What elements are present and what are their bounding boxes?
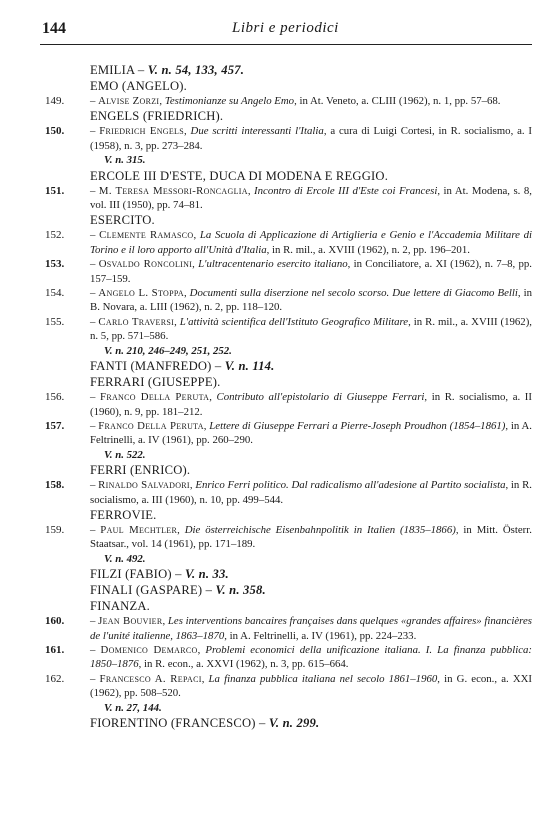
subject-name: ESERCITO. [90,213,155,228]
cross-ref-dash: – [202,583,216,598]
dash-prefix: – [90,125,100,138]
cross-reference: V. n. 210, 246–249, 251, 252. [104,344,232,357]
entry-source: , in A. Feltrinelli, a. IV (1961), pp. 260–290. [90,419,532,447]
entry-number: 152. [45,229,65,242]
dash-prefix: – [90,315,99,328]
dash-prefix: – [90,258,99,271]
bibliography-entry [0,523,550,552]
dash-prefix: – [90,287,99,300]
entry-number: 158. [45,479,65,492]
header-rule [40,44,532,45]
dash-prefix: – [90,615,99,628]
bibliography-entry [0,228,550,257]
bibliography-entry [0,614,550,643]
subject-heading [0,168,550,184]
entry-number: 157. [45,419,65,432]
see-also-line [0,448,550,462]
subject-heading [0,62,550,78]
entry-number: 151. [45,184,65,197]
cross-ref-dash: – [134,63,148,77]
entry-body: – Paul Mechtler, Die österreichische Eisenbahnpolitik in Italien (1835–1866), in Mitt. Österr. Staatsar., vol. 14 (1961), pp. 171–189. [90,523,532,551]
entry-number: 150. [45,125,65,138]
entry-author: Alvise Zorzi [98,95,160,107]
bibliography-entry [0,672,550,701]
subject-heading [0,566,550,582]
entry-source: , in At. Modena, s. 8, vol. III (1950), pp. 74–81. [90,184,532,212]
entry-author: Jean Bouvier [98,615,163,628]
entry-source: , in At. Veneto, a. CLIII (1962), n. 1, pp. 57–68. [294,95,501,107]
bibliography-list [0,62,550,731]
entry-body: – Franco Della Peruta, Contributo all'epistolario di Giuseppe Ferrari, in R. socialismo, a. II (1960), n. 9, pp. 181–212. [90,391,532,418]
subject-name: EMILIA [90,63,135,77]
entry-source: , in R. mil., a. XVIII (1962), n. 2, pp. 196–201. [266,243,470,256]
bibliography-entry [0,315,550,344]
entry-author: Paul Mechtler [100,523,178,536]
entry-author: Osvaldo Roncolini [98,258,193,271]
dash-prefix: – [90,672,100,685]
entry-source: , in R. socialismo, a. II (1960), n. 9, pp. 181–212. [90,391,532,418]
entry-author: M. Teresa Messori-Roncaglia [98,184,248,197]
entry-source: , in R. econ., a. XXVI (1962), n. 3, pp. 615–664. [138,658,349,671]
entry-author: Domenico Demarco [100,643,198,656]
entry-number: 162. [45,672,65,685]
dash-prefix: – [90,95,99,107]
bibliography-entry [0,419,550,448]
entry-source: , in R. socialismo, a. III (1960), n. 10, pp. 499–544. [90,479,532,506]
entry-body: – Angelo L. Stoppa, Documenti sulla diserzione nel secolo scorso. Due lettere di Giacomo Belli, in B. Novara, a. LIII (1962), n. 2, pp. 118–120. [90,287,532,314]
dash-prefix: – [90,523,101,536]
entry-body: – Rinaldo Salvadori, Enrico Ferri politico. Dal radicalismo all'adesione al Partito socialista, in R. socialismo, a. III (1960), n. 10, pp. 499–544. [90,479,532,506]
subject-name: EMO (ANGELO). [90,79,188,93]
dash-prefix: – [90,643,101,656]
bibliography-entry [0,184,550,213]
entry-author: Clemente Ramasco [99,229,194,242]
bibliography-entry [0,286,550,315]
cross-reference: V. n. 522. [104,448,146,461]
entry-number: 153. [45,258,65,271]
entry-author: Carlo Traversi [98,315,175,328]
entry-title: Lettere di Giuseppe Ferrari a Pierre-Joseph Proudhon (1854–1861) [209,419,506,432]
cross-reference: V. n. 33. [184,567,229,582]
running-title: Libri e periodici [232,20,339,36]
see-also-line [0,153,550,167]
subject-name: FILZI (FABIO) [90,567,172,582]
subject-heading [0,582,550,598]
dash-prefix: – [90,184,99,197]
subject-heading [0,212,550,228]
see-also-line [0,701,550,715]
entry-author: Franco Della Peruta [100,391,210,404]
entry-body: – Friedrich Engels, Due scritti interessanti l'Italia, a cura di Luigi Cortesi, in R. socialismo, a. I (1958), n. 3, pp. 273–284. [90,125,532,152]
dash-prefix: – [90,229,100,242]
bibliography-entry [0,257,550,286]
entry-number: 156. [45,391,65,404]
subject-name: FINALI (GASPARE) [90,583,203,598]
entry-body: – Osvaldo Roncolini, L'ultracentenario esercito italiano, in Conciliatore, a. XI (1962), n. 7–8, pp. 157–159. [90,258,532,285]
subject-name: FERROVIE. [90,507,157,522]
entry-source: , in A. Feltrinelli, a. IV (1961), pp. 224–233. [224,629,417,642]
bibliography-entry [0,643,550,672]
cross-reference: V. n. 27, 144. [104,701,162,714]
subject-heading [0,507,550,523]
see-also-line [0,344,550,358]
entry-body: – Carlo Traversi, L'attività scientifica dell'Istituto Geografico Militare, in R. mil., a. XVIII (1962), n. 5, pp. 571–586. [90,315,532,343]
entry-source: , in Mitt. Österr. Staatsar., vol. 14 (1961), pp. 171–189. [90,523,532,551]
entry-body: – Franco Della Peruta, Lettere di Giuseppe Ferrari a Pierre-Joseph Proudhon (1854–1861), in A. Feltrinelli, a. IV (1961), pp. 260–290. [90,419,532,447]
entry-title: L'ultracentenario esercito italiano [198,258,348,271]
subject-heading [0,715,550,731]
cross-reference: V. n. 358. [215,583,266,598]
subject-heading [0,462,550,478]
entry-author: Franco Della Peruta [98,419,204,432]
cross-reference: V. n. 299. [268,716,320,730]
entry-source: , in B. Novara, a. LIII (1962), n. 2, pp. 118–120. [90,287,532,314]
entry-title: La finanza pubblica italiana nel secolo 1861–1960 [208,672,438,685]
entry-title: Due scritti interessanti l'Italia [190,125,324,138]
subject-name: FINANZA. [90,599,151,614]
entry-source: , a cura di Luigi Cortesi, in R. socialismo, a. I (1958), n. 3, pp. 273–284. [90,125,532,152]
cross-ref-dash: – [171,567,185,582]
entry-body: – Jean Bouvier, Les interventions bancaires françaises dans quelques «grandes affaires» financières de l'unité italienne, 1863–1870, in A. Feltrinelli, a. IV (1961), pp. 224–233. [90,615,532,642]
dash-prefix: – [90,419,99,432]
entry-number: 161. [45,643,65,656]
subject-name: FERRI (ENRICO). [90,463,191,478]
entry-number: 160. [45,615,65,628]
entry-title: Enrico Ferri politico. Dal radicalismo all'adesione al Partito socialista [195,479,506,492]
bibliography-entry [0,94,550,108]
entry-author: Angelo L. Stoppa [98,287,184,300]
bibliography-entry [0,478,550,507]
entry-body: – M. Teresa Messori-Roncaglia, Incontro di Ercole III d'Este coi Francesi, in At. Modena, s. 8, vol. III (1950), pp. 74–81. [90,184,532,212]
dash-prefix: – [90,479,99,492]
entry-body: – Francesco A. Repaci, La finanza pubblica italiana nel secolo 1861–1960, in G. econ., a. XXI (1962), pp. 508–520. [90,672,533,700]
subject-heading [0,108,550,124]
entry-title: Die österreichische Eisenbahnpolitik in Italien (1835–1866) [184,523,456,536]
subject-heading [0,374,550,390]
subject-name: ERCOLE III D'ESTE, DUCA DI MODENA E REGGIO. [90,168,389,183]
cross-ref-dash: – [211,359,225,374]
subject-name: FIORENTINO (FRANCESCO) [90,716,256,730]
subject-heading [0,598,550,614]
bibliography-entry [0,124,550,153]
entry-number: 149. [45,95,65,107]
dash-prefix: – [90,391,101,404]
entry-title: L'attività scientifica dell'Istituto Geografico Militare [179,315,409,328]
cross-reference: V. n. 54, 133, 457. [147,63,245,77]
entry-number: 159. [45,523,65,536]
entry-source: , in G. econ., a. XXI (1962), pp. 508–520. [90,672,533,700]
cross-reference: V. n. 114. [224,359,275,374]
entry-title: Incontro di Ercole III d'Este coi Francesi [254,184,438,197]
bibliography-entry [0,390,550,419]
entry-title: Testimonianze su Angelo Emo [164,95,295,107]
entry-source: , in R. mil., a. XVIII (1962), n. 5, pp. 571–586. [90,315,532,343]
subject-heading [0,358,550,374]
entry-body: – Domenico Demarco, Problemi economici della unificazione italiana. I. La finanza pubblica: 1850–1876, in R. econ., a. XXVI (1962), n. 3, pp. 615–664. [90,643,532,671]
subject-name: FERRARI (GIUSEPPE). [90,375,221,390]
entry-number: 154. [45,287,65,300]
entry-title: Contributo all'epistolario di Giuseppe Ferrari [216,391,425,404]
entry-body: – Alvise Zorzi, Testimonianze su Angelo Emo, in At. Veneto, a. CLIII (1962), n. 1, pp. 57–68. [90,95,501,107]
entry-author: Friedrich Engels [99,125,184,138]
see-also-line [0,552,550,566]
entry-source: , in Conciliatore, a. XI (1962), n. 7–8, pp. 157–159. [90,258,532,285]
entry-number: 155. [45,315,65,328]
subject-name: FANTI (MANFREDO) [90,359,212,374]
entry-author: Rinaldo Salvadori [98,479,190,492]
subject-heading [0,78,550,94]
entry-title: Les interventions bancaires françaises dans quelques «grandes affaires» financières de l'unité italienne, 1863–1870 [90,615,532,642]
entry-title: Problemi economici della unificazione italiana. I. La finanza pubblica: 1850–1876 [90,643,532,671]
entry-title: La Scuola di Applicazione di Artiglieria e Genio e l'Accademia Militare di Torino e il loro apporto all'Unità d'Italia [90,229,532,256]
cross-ref-dash: – [255,716,269,730]
entry-body: – Clemente Ramasco, La Scuola di Applicazione di Artiglieria e Genio e l'Accademia Militare di Torino e il loro apporto all'Unità d'Italia, in R. mil., a. XVIII (1962), n. 2, pp. 196–201. [90,229,532,256]
page-header [0,0,550,37]
entry-title: Documenti sulla diserzione nel secolo scorso. Due lettere di Giacomo Belli [189,287,518,300]
cross-reference: V. n. 315. [104,154,146,167]
entry-author: Francesco A. Repaci [99,672,202,685]
subject-name: ENGELS (FRIEDRICH). [90,109,224,124]
cross-reference: V. n. 492. [104,552,146,565]
page-number: 144 [42,20,66,37]
